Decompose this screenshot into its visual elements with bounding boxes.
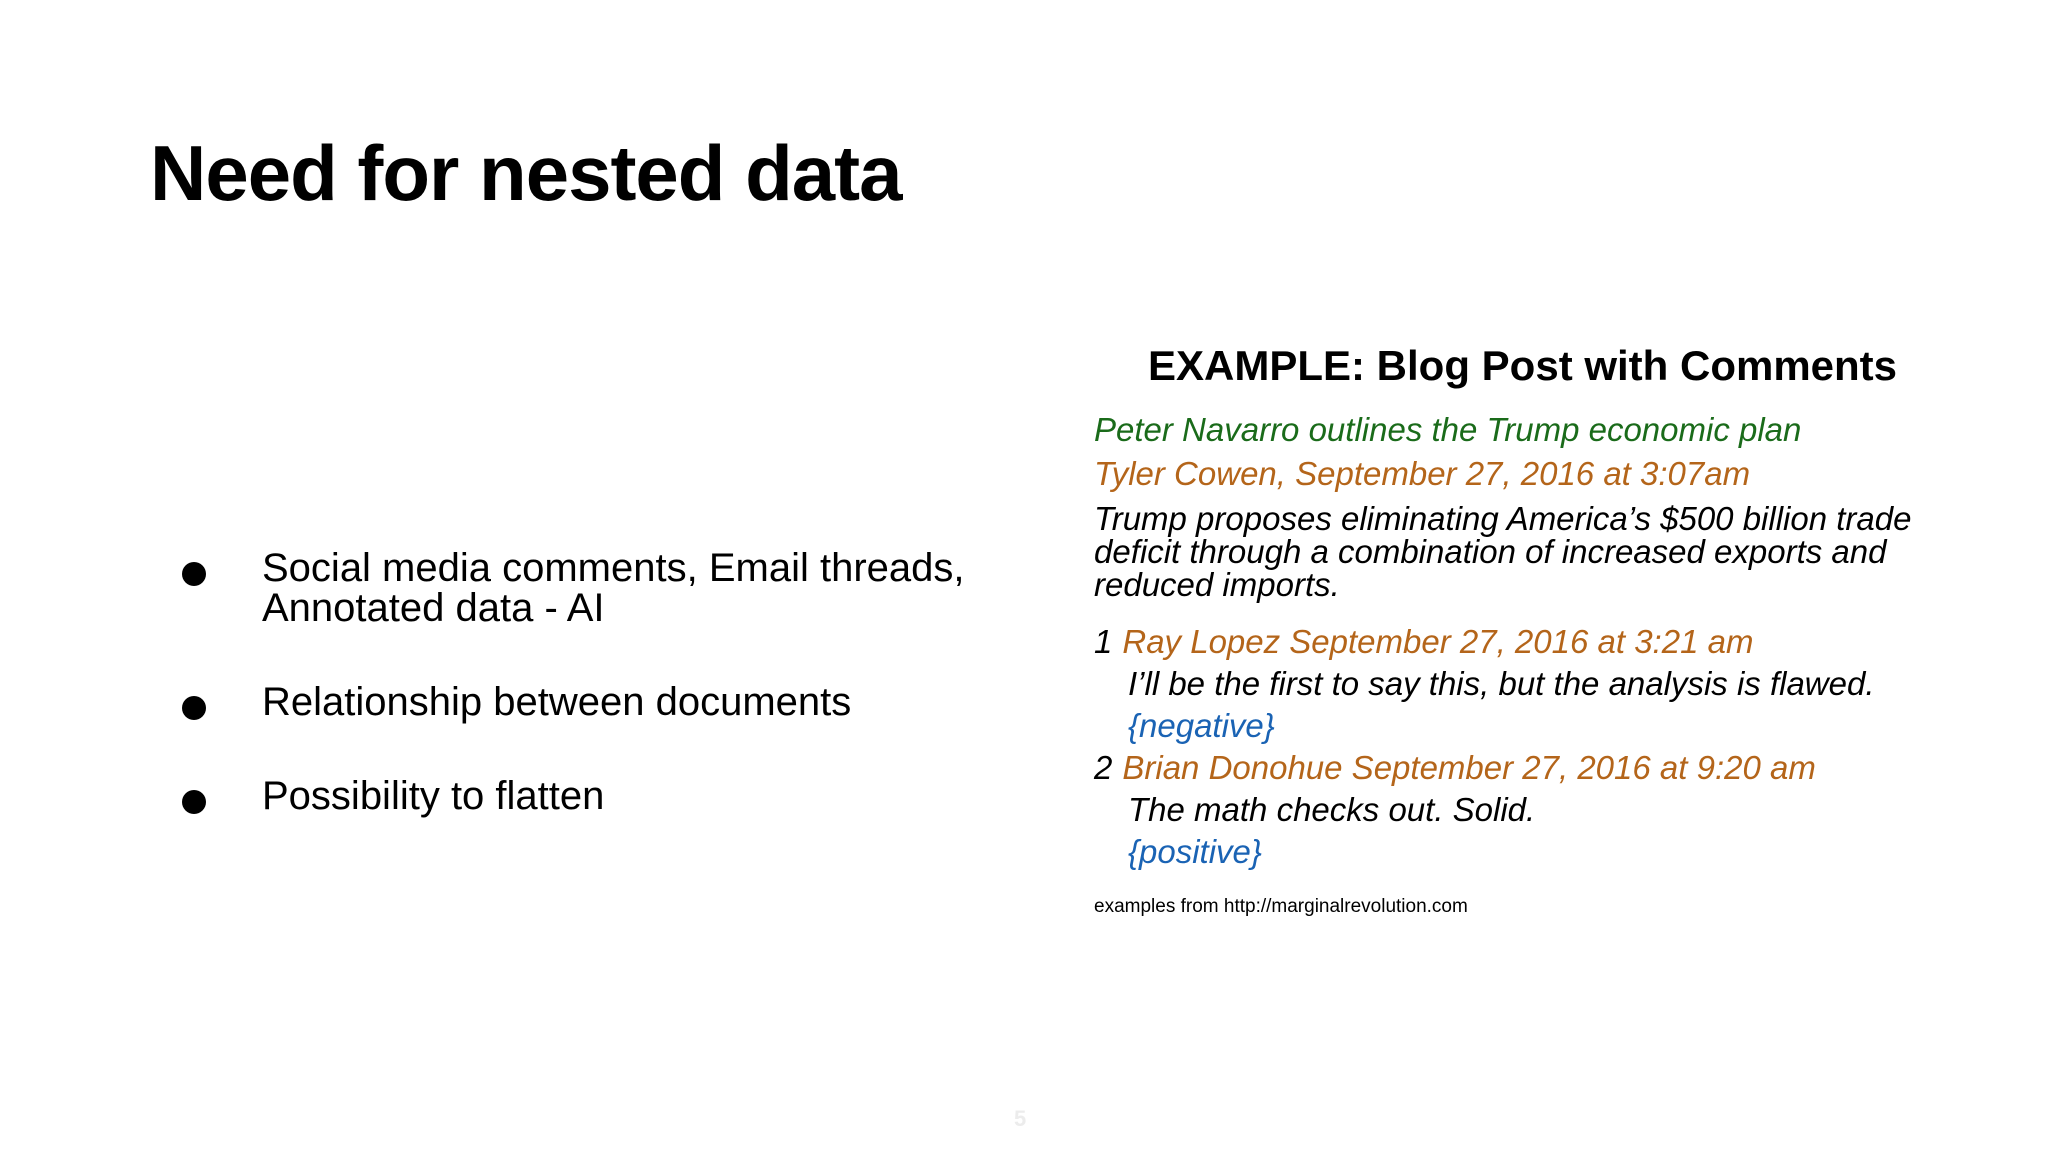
bullet-item [180,776,1060,816]
bullet-item [180,548,1060,628]
comment-header [1094,747,2024,789]
post-author: Tyler Cowen, September 27, 2016 at 3:07am [1094,455,1751,492]
comment-sentiment-tag: {positive} [1128,833,1262,870]
comment-number: 2 [1094,749,1113,786]
bullet-text: Social media comments, Email threads, Annotated data - AI [262,546,965,630]
bullet-dot-icon [182,696,206,720]
page-number: 5 [1014,1106,1027,1131]
bullet-dot-icon [182,790,206,814]
comment [1094,747,2024,873]
bullet-dot-icon [182,562,206,586]
comment-meta: Ray Lopez September 27, 2016 at 3:21 am [1122,623,1754,660]
bullet-text: Relationship between documents [262,680,852,724]
post-title: Peter Navarro outlines the Trump economic plan [1094,411,1802,448]
post-body: Trump proposes eliminating America’s $500 billion trade deficit through a combination of increased exports and reduced imports. [1094,500,1912,603]
bullet-item [180,682,1060,722]
comment-number: 1 [1094,623,1113,660]
slide-title: Need for nested data [150,129,902,217]
example-heading: EXAMPLE: Blog Post with Comments [1148,342,1898,389]
comment-meta: Brian Donohue September 27, 2016 at 9:20 am [1122,749,1816,786]
comment-body: The math checks out. Solid. [1128,791,1536,828]
comment-body: I’ll be the first to say this, but the analysis is flawed. [1128,665,1875,702]
source-note: examples from http://marginalrevolution.com [1094,896,1468,917]
bullet-list [180,548,1060,870]
comment [1094,621,2024,747]
bullet-text: Possibility to flatten [262,774,605,818]
comment-header [1094,621,2024,663]
comment-sentiment-tag: {negative} [1128,707,1275,744]
example-block [1094,342,2024,873]
